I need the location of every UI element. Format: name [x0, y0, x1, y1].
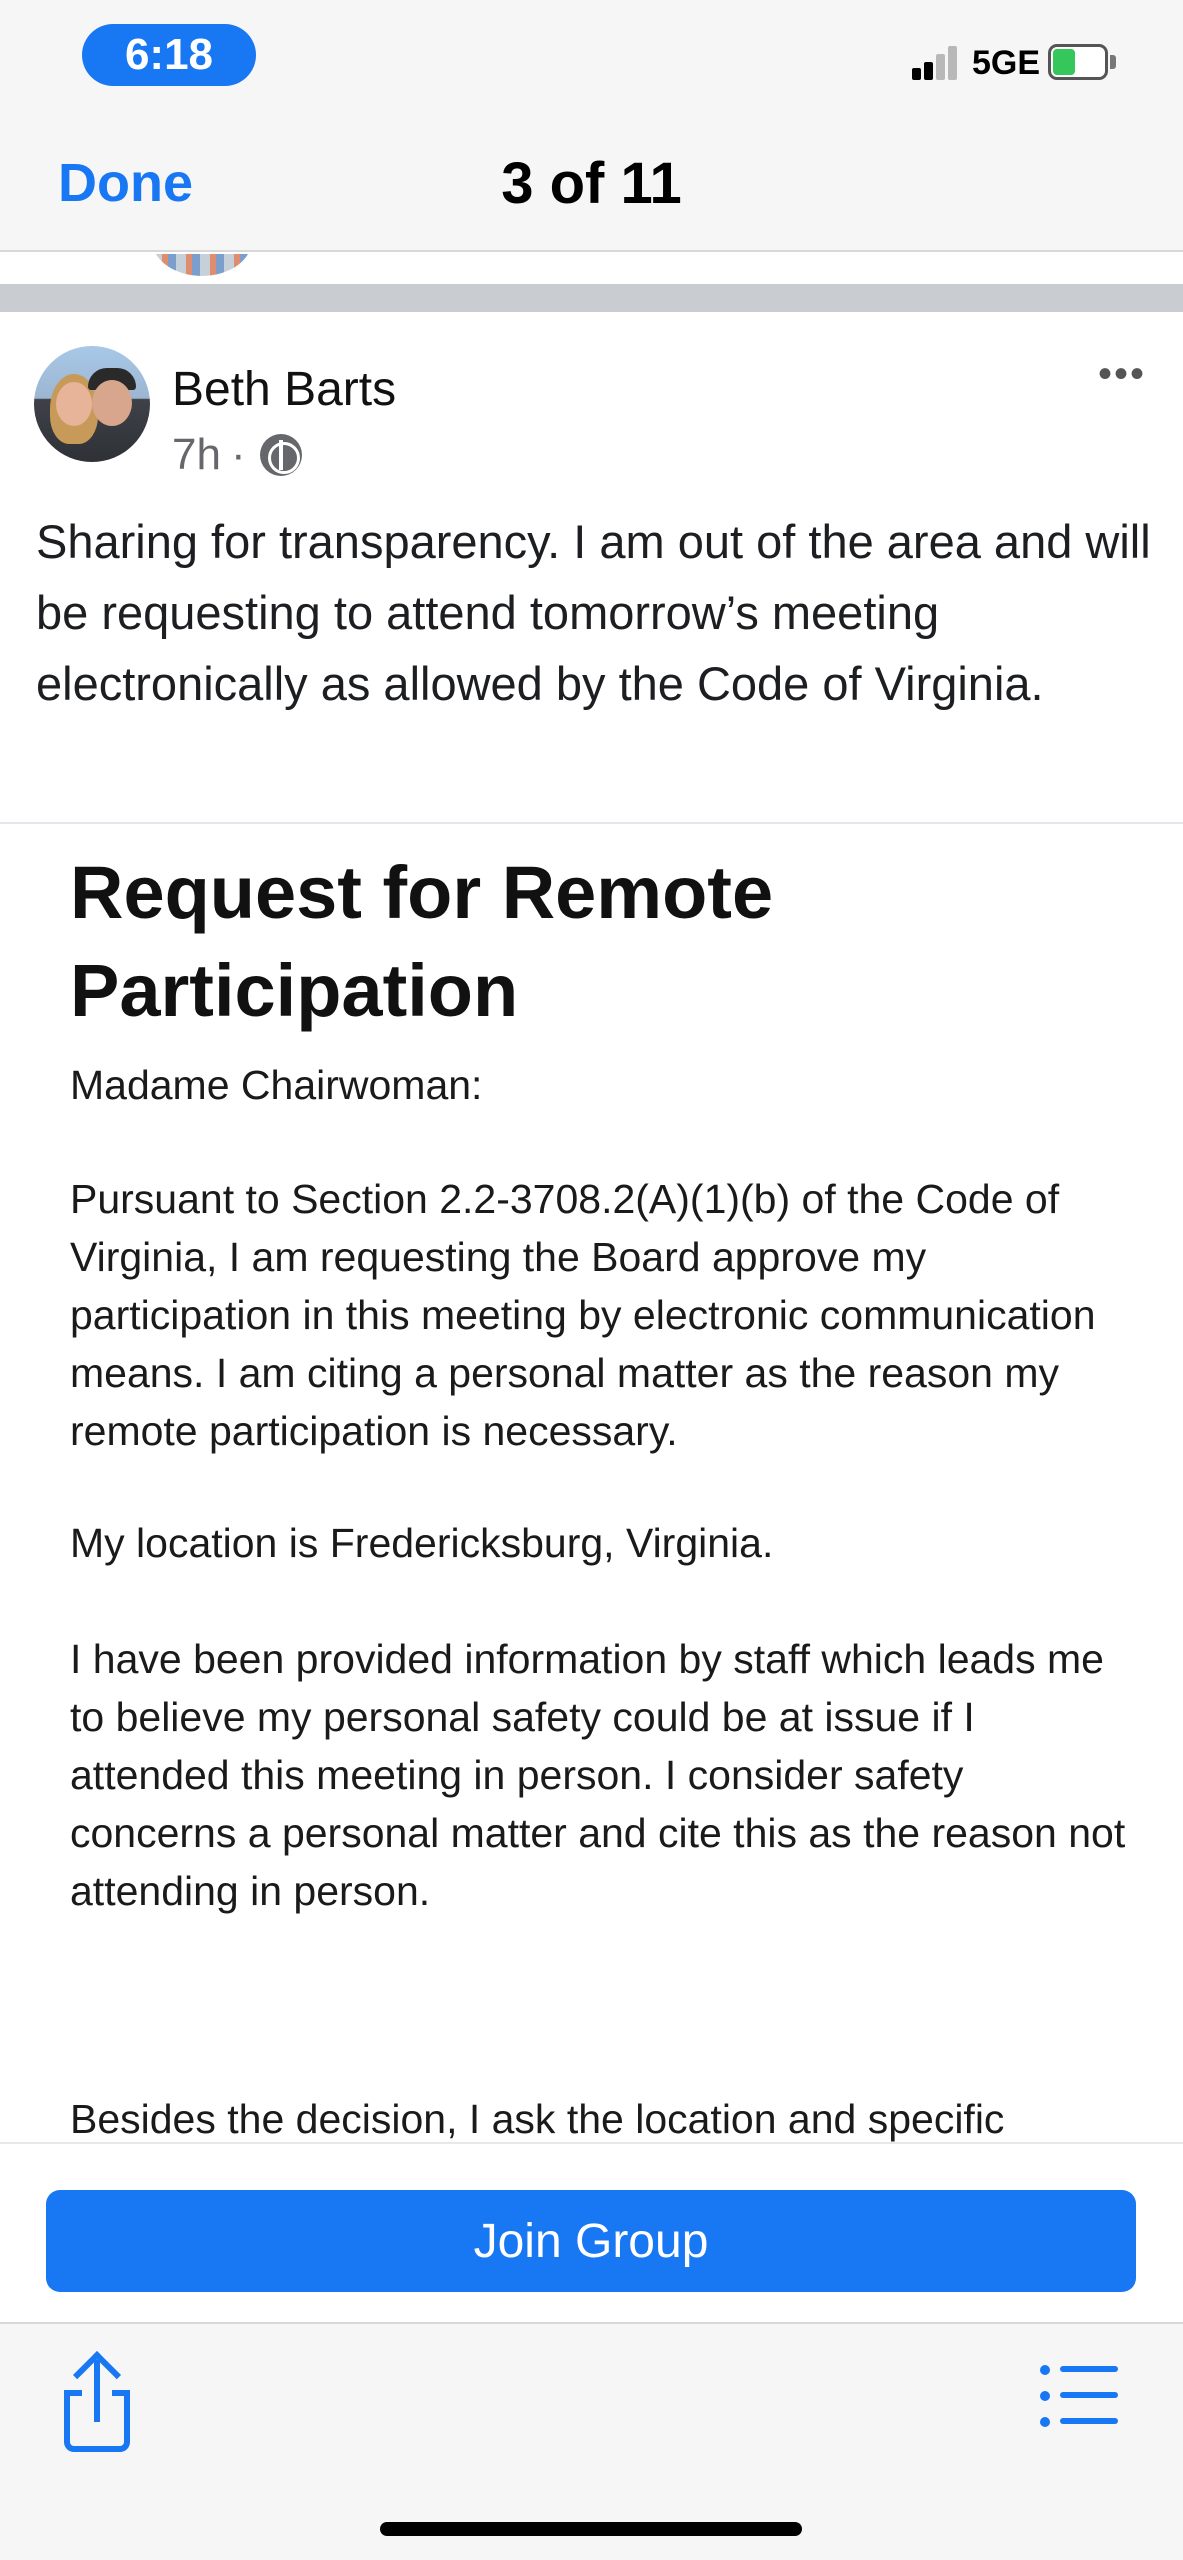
meta-separator: · [230, 430, 246, 479]
status-bar [0, 0, 1183, 120]
share-icon[interactable] [60, 2354, 134, 2454]
join-group-bar [0, 2142, 1183, 2322]
join-group-button[interactable]: Join Group [46, 2190, 1136, 2292]
document-title: Request for Remote Participation [70, 851, 774, 1032]
page-counter: 3 of 11 [501, 151, 682, 216]
post-time[interactable]: 7h [172, 430, 221, 479]
done-button[interactable]: Done [58, 153, 193, 213]
home-indicator[interactable] [380, 2522, 802, 2536]
post-separator [0, 284, 1183, 312]
document-paragraph: Besides the decision, I ask the location and specific [70, 2096, 1005, 2142]
signal-strength-icon [912, 46, 960, 80]
previous-post-peek [0, 254, 1183, 284]
post-card [0, 312, 1183, 2142]
more-options-icon[interactable]: ••• [1098, 352, 1147, 396]
viewer-nav-bar [0, 120, 1183, 252]
globe-icon [260, 434, 302, 476]
attached-document-image[interactable] [0, 824, 1183, 2142]
document-paragraph: Pursuant to Section 2.2-3708.2(A)(1)(b) of the Code of Virginia, I am requesting the Board approve my participation in this meeting by electronic communication means. I am citing a personal matter as the reason my remote participation is necessary. [70, 1176, 1096, 1454]
network-type: 5GE [972, 44, 1041, 82]
author-name[interactable]: Beth Barts [172, 363, 397, 416]
status-time: 6:18 [82, 24, 256, 86]
battery-icon [1048, 44, 1108, 80]
previous-avatar [152, 254, 252, 276]
document-paragraph: I have been provided information by staff which leads me to believe my personal safety could be at issue if I attended this meeting in person. I consider safety concerns a personal matter and cite this as the reason not attending in person. [70, 1636, 1126, 1914]
post-text: Sharing for transparency. I am out of the area and will be requesting to attend tomorrow’s meeting electronically as allowed by the Code of Virginia. [36, 515, 1151, 710]
author-avatar[interactable] [34, 346, 150, 462]
document-paragraph: My location is Fredericksburg, Virginia. [70, 1520, 774, 1566]
document-salutation: Madame Chairwoman: [70, 1062, 483, 1108]
post-meta [172, 430, 302, 480]
list-icon[interactable] [1040, 2366, 1118, 2426]
